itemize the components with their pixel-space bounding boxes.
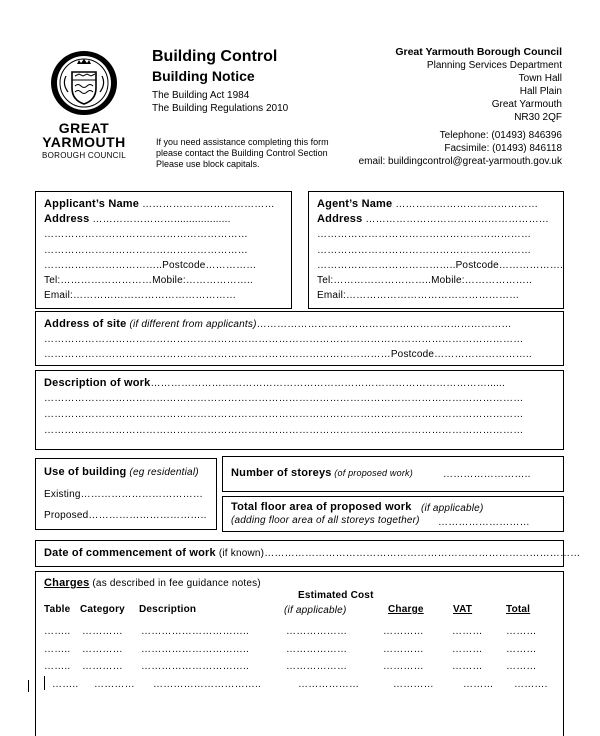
- row-cost-cell[interactable]: ………………: [298, 679, 360, 690]
- crest-seal-icon: [44, 50, 124, 116]
- use-existing-dots: ………………………………: [80, 489, 204, 500]
- applicant-postcode-field[interactable]: [44, 260, 256, 271]
- applicant-mobile-dots: ………………..: [185, 275, 253, 286]
- council-address: [359, 46, 562, 168]
- agent-address-field[interactable]: [317, 213, 549, 225]
- agent-tel-field[interactable]: [317, 275, 532, 286]
- row-cost-cell[interactable]: ………………: [286, 661, 348, 672]
- row-table-cell[interactable]: ……..: [44, 644, 71, 655]
- row-description-cell[interactable]: …………………………..: [153, 679, 261, 690]
- row-cost-cell[interactable]: ………………: [286, 626, 348, 637]
- use-of-building-label: Use of building: [44, 466, 127, 478]
- applicant-email-label: Email:: [44, 290, 73, 301]
- row-total-cell[interactable]: ………: [506, 661, 537, 672]
- work-description-line-2[interactable]: ……………………………………………………………………………………………………………………………: [44, 393, 524, 404]
- charges-label: Charges: [44, 577, 90, 589]
- row-charge-cell[interactable]: …………: [393, 679, 434, 690]
- floor-area-dots[interactable]: ………………………: [438, 517, 530, 528]
- site-address-field[interactable]: [44, 318, 512, 330]
- assist-text-1: If you need assistance completing this form: [156, 137, 329, 147]
- agent-address-line-4[interactable]: ………………………………………………………: [317, 245, 532, 256]
- applicant-tel-label: Tel:: [44, 275, 61, 286]
- agent-address-line-3[interactable]: ………………………………………………………: [317, 229, 532, 240]
- col-header-charge: Charge: [388, 604, 424, 615]
- use-proposed-label: Proposed: [44, 510, 89, 521]
- use-existing-label: Existing: [44, 489, 81, 500]
- site-postcode-field[interactable]: [44, 349, 532, 360]
- applicant-address-dots: ……………………...................: [89, 214, 231, 225]
- logo-line-yarmouth: YARMOUTH: [42, 134, 126, 150]
- row-vat-cell[interactable]: ………: [452, 626, 483, 637]
- charges-hint: (as described in fee guidance notes): [89, 578, 261, 589]
- col-header-description: Description: [139, 604, 197, 615]
- form-subtitle: Building Notice: [152, 68, 255, 84]
- site-address-label: Address of site: [44, 318, 127, 330]
- applicant-address-field[interactable]: [44, 213, 231, 225]
- site-address-dots: …………………………………………………………………: [256, 319, 512, 330]
- col-header-table: Table: [44, 604, 71, 615]
- row-category-cell[interactable]: …………: [82, 661, 123, 672]
- council-addr2: Hall Plain: [519, 86, 562, 97]
- agent-email-label: Email:: [317, 290, 346, 301]
- row-total-cell[interactable]: ……….: [514, 679, 548, 690]
- council-facsimile: Facsimile: (01493) 846118: [444, 143, 562, 154]
- council-addr3: Great Yarmouth: [491, 99, 562, 110]
- applicant-name-dots: …………………………………: [139, 199, 275, 210]
- agent-section: [308, 191, 564, 309]
- row-table-cell[interactable]: ……..: [52, 679, 79, 690]
- council-addr1: Town Hall: [518, 73, 562, 84]
- row-category-cell[interactable]: …………: [94, 679, 135, 690]
- row-table-cell[interactable]: ……..: [44, 661, 71, 672]
- applicant-mobile-label: Mobile:: [152, 275, 186, 286]
- storeys-dots[interactable]: ……………………..: [443, 469, 531, 480]
- commencement-label: Date of commencement of work: [44, 547, 216, 559]
- margin-mark: [28, 680, 29, 692]
- form-title: Building Control: [152, 48, 278, 65]
- col-header-category: Category: [80, 604, 125, 615]
- agent-postcode-field[interactable]: [317, 260, 563, 271]
- storeys-label: Number of storeys: [231, 467, 332, 479]
- work-description-field[interactable]: [44, 377, 505, 389]
- agent-email-dots: ……………………………………………: [345, 290, 520, 301]
- commencement-field[interactable]: [44, 547, 580, 559]
- floor-area-hint: (if applicable): [421, 503, 484, 514]
- agent-name-field[interactable]: [317, 198, 538, 210]
- use-of-building-section: [35, 458, 217, 530]
- council-postcode: NR30 2QF: [514, 112, 562, 123]
- commencement-dots: …………………………………………………………………………………: [264, 548, 581, 559]
- applicant-postcode-dots: ……………: [205, 260, 257, 271]
- row-total-cell[interactable]: ………: [506, 644, 537, 655]
- row-table-cell[interactable]: ……..: [44, 626, 71, 637]
- row-category-cell[interactable]: …………: [82, 626, 123, 637]
- applicant-email-field[interactable]: [44, 290, 236, 301]
- work-description-section: [35, 370, 564, 450]
- work-description-line-4[interactable]: ……………………………………………………………………………………………………………………………: [44, 425, 524, 436]
- applicant-name-field[interactable]: [44, 198, 275, 210]
- agent-name-dots: ……………………………………: [392, 199, 539, 210]
- use-of-building-heading: [44, 466, 199, 478]
- use-proposed-field[interactable]: [44, 510, 207, 521]
- agent-tel-label: Tel:: [317, 275, 334, 286]
- agent-address-label: Address: [317, 213, 363, 225]
- site-address-line-2[interactable]: ……………………………………………………………………………………………………………………………: [44, 334, 524, 345]
- applicant-postcode-pre: ……………………………..: [44, 260, 163, 271]
- use-proposed-dots: ……………………………..: [88, 510, 207, 521]
- council-logo: [30, 50, 138, 162]
- site-postcode-label: Postcode: [390, 349, 435, 360]
- agent-postcode-label: Postcode: [455, 260, 499, 271]
- council-telephone: Telephone: (01493) 846396: [439, 130, 562, 141]
- work-description-label: Description of work: [44, 377, 151, 389]
- margin-mark: [44, 676, 45, 690]
- estimated-cost-label: Estimated Cost: [298, 590, 374, 601]
- row-charge-cell[interactable]: …………: [383, 661, 424, 672]
- agent-email-field[interactable]: [317, 290, 519, 301]
- logo-line-borough: BOROUGH COUNCIL: [41, 151, 127, 160]
- row-category-cell[interactable]: …………: [82, 644, 123, 655]
- site-postcode-dots: ………………………..: [434, 349, 532, 360]
- row-total-cell[interactable]: ………: [506, 626, 537, 637]
- commencement-section: [35, 540, 581, 567]
- charges-heading: [44, 577, 261, 589]
- row-cost-cell[interactable]: ………………: [286, 644, 348, 655]
- work-description-dots: ………………………………………………………………………………………......: [150, 378, 505, 389]
- row-charge-cell[interactable]: …………: [383, 644, 424, 655]
- col-header-total: Total: [506, 604, 531, 615]
- applicant-email-dots: …………………………………………: [72, 290, 237, 301]
- use-of-building-hint: (eg residential): [126, 467, 199, 478]
- act-text: The Building Act 1984: [152, 90, 250, 101]
- assist-text-2: please contact the Building Control Section: [156, 148, 328, 158]
- floor-area-heading: [231, 501, 412, 513]
- applicant-address-label: Address: [44, 213, 90, 225]
- agent-postcode-dots: ……………….: [498, 260, 564, 271]
- storeys-field[interactable]: [231, 467, 413, 479]
- logo-line-great: GREAT: [58, 120, 110, 136]
- assist-text-3: Please use block capitals.: [156, 159, 260, 169]
- site-address-hint: (if different from applicants): [126, 319, 257, 330]
- row-description-cell[interactable]: …………………………..: [141, 626, 249, 637]
- applicant-address-line-3[interactable]: ……………………………………………………: [44, 229, 248, 240]
- col-header-vat: VAT: [453, 604, 473, 615]
- applicant-section: [35, 191, 292, 309]
- floor-area-label: Total floor area of proposed work: [231, 501, 412, 513]
- charges-section: [35, 571, 564, 736]
- floor-area-section: [222, 496, 564, 532]
- use-existing-field[interactable]: [44, 489, 203, 500]
- applicant-name-label: Applicant’s Name: [44, 198, 140, 210]
- storeys-section: [222, 456, 564, 492]
- work-description-line-3[interactable]: ……………………………………………………………………………………………………………………………: [44, 409, 524, 420]
- council-email: email: buildingcontrol@great-yarmouth.gov.uk: [358, 156, 562, 167]
- row-vat-cell[interactable]: ………: [452, 661, 483, 672]
- agent-mobile-dots: ………………..: [464, 275, 532, 286]
- floor-area-subtext: (adding floor area of all storeys together): [231, 515, 420, 526]
- row-description-cell[interactable]: …………………………..: [141, 644, 249, 655]
- site-address-section: [35, 311, 564, 366]
- council-dept: Planning Services Department: [426, 60, 562, 71]
- site-postcode-pre: …………………………………………………………………………………………: [44, 349, 391, 360]
- applicant-tel-dots: ………………………: [60, 275, 153, 286]
- row-description-cell[interactable]: …………………………..: [141, 661, 249, 672]
- council-name: Great Yarmouth Borough Council: [395, 46, 562, 58]
- applicant-tel-field[interactable]: [44, 275, 253, 286]
- agent-name-label: Agent’s Name: [317, 198, 393, 210]
- estimated-cost-hint: (if applicable): [284, 605, 347, 616]
- agent-tel-dots: ………………………..: [333, 275, 432, 286]
- applicant-address-line-4[interactable]: ……………………………………………………: [44, 245, 248, 256]
- storeys-hint: (of proposed work): [331, 468, 413, 478]
- regs-text: The Building Regulations 2010: [152, 103, 289, 114]
- row-charge-cell[interactable]: …………: [383, 626, 424, 637]
- row-vat-cell[interactable]: ………: [452, 644, 483, 655]
- agent-postcode-pre: …………………………………..: [317, 260, 456, 271]
- commencement-hint: (if known): [215, 548, 265, 559]
- row-vat-cell[interactable]: ………: [463, 679, 494, 690]
- applicant-postcode-label: Postcode: [162, 260, 206, 271]
- agent-mobile-label: Mobile:: [431, 275, 465, 286]
- agent-address-dots: ………………………………………………: [362, 214, 550, 225]
